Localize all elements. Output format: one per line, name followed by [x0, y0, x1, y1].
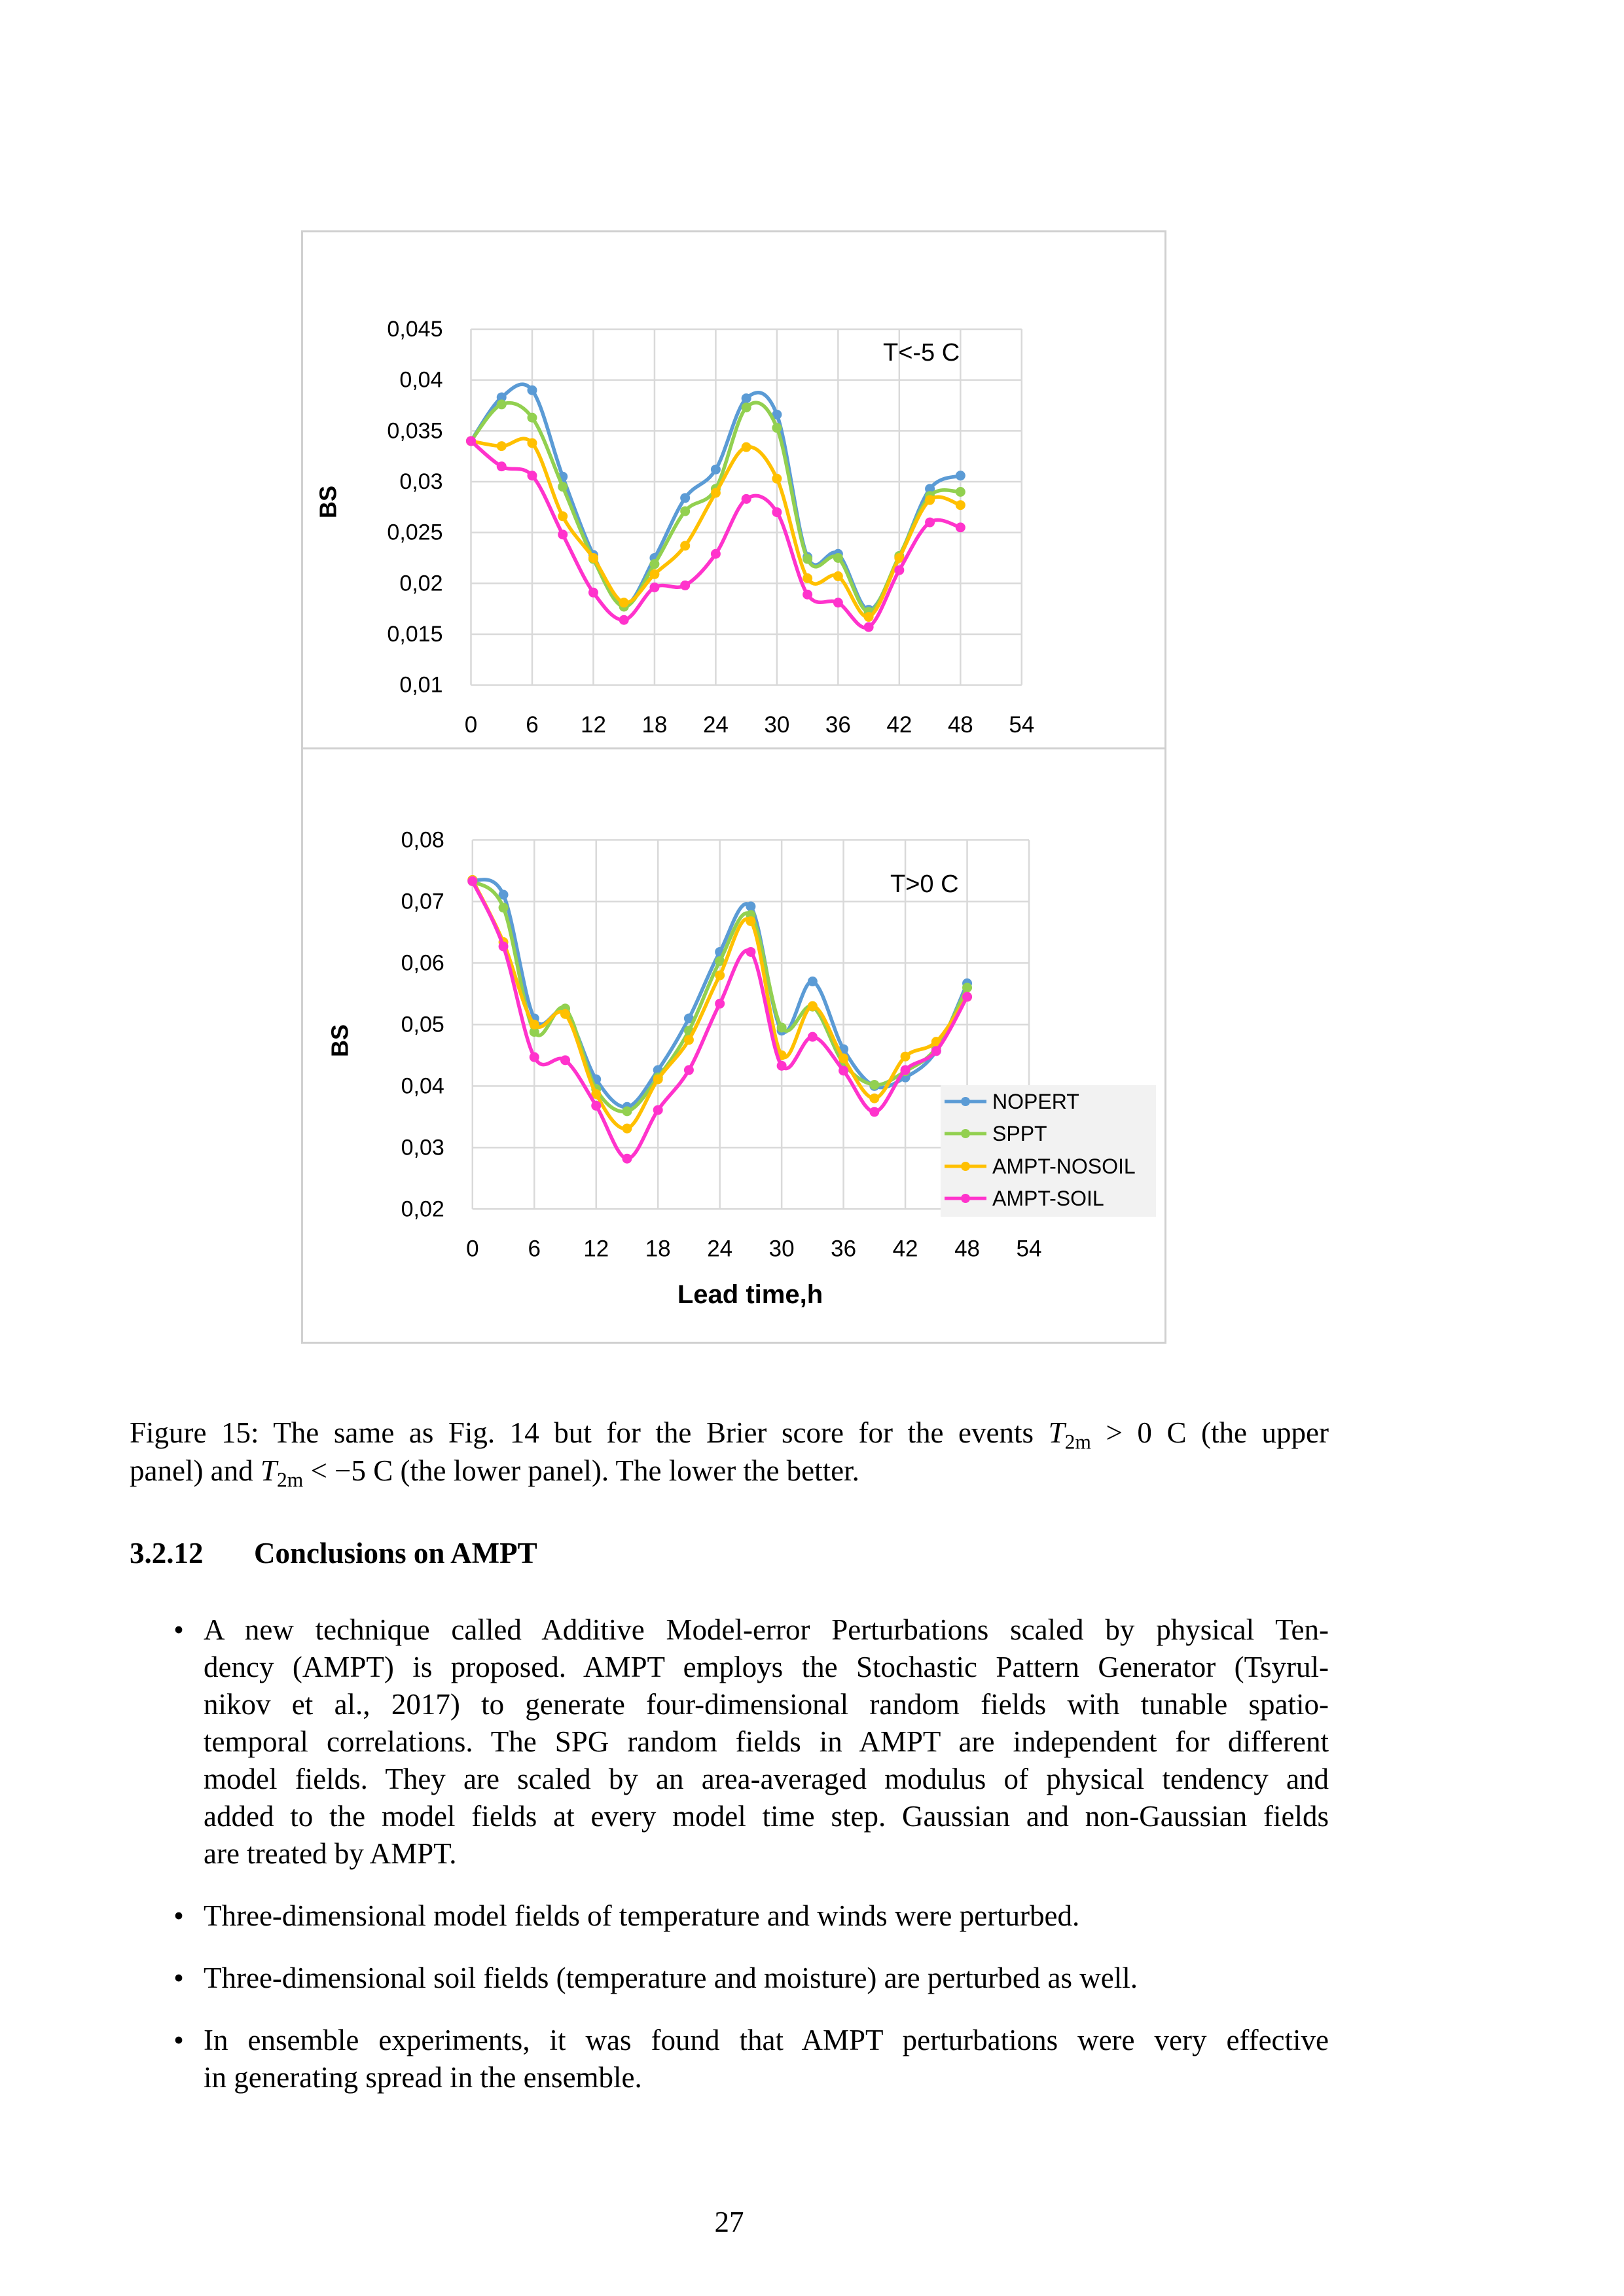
ampt-soil-data-point — [497, 461, 507, 471]
x-tick-label: 42 — [892, 1236, 918, 1262]
ampt-soil-data-point — [619, 615, 629, 625]
nopert-data-point — [746, 901, 755, 911]
lower-y-axis-label: BS — [326, 1024, 353, 1058]
sppt-data-point — [962, 982, 972, 992]
legend-swatch-marker — [961, 1129, 970, 1138]
text-line: added to the model fields at every model time step. Gaussian and non-Gaussian fields — [204, 1800, 1329, 1833]
figure-15-chart — [301, 230, 1166, 1344]
math-variable: T — [1048, 1416, 1065, 1449]
ampt-nosoil-data-point — [746, 916, 755, 926]
ampt-nosoil-data-point — [772, 474, 782, 484]
x-tick-label: 42 — [886, 712, 912, 738]
x-tick-label: 18 — [641, 712, 668, 738]
sppt-data-point — [772, 423, 782, 433]
x-tick-label: 12 — [583, 1236, 609, 1262]
ampt-soil-data-point — [684, 1065, 694, 1075]
legend-label: NOPERT — [992, 1090, 1079, 1113]
ampt-soil-data-point — [869, 1107, 879, 1117]
ampt-soil-data-point — [530, 1052, 539, 1062]
caption-text: panel) and — [130, 1454, 261, 1487]
nopert-data-point — [527, 386, 537, 395]
ampt-soil-data-point — [649, 583, 659, 592]
page-number: 27 — [714, 2206, 744, 2238]
ampt-soil-data-point — [956, 522, 965, 532]
x-tick-label: 36 — [831, 1236, 857, 1262]
y-tick-label: 0,05 — [401, 1012, 444, 1037]
ampt-soil-data-point — [467, 876, 477, 886]
x-tick-label: 6 — [528, 1236, 541, 1262]
ampt-nosoil-data-point — [808, 1001, 818, 1011]
text-line: In ensemble experiments, it was found that AMPT perturbations were very effective — [204, 2024, 1329, 2056]
x-tick-label: 54 — [1016, 1236, 1042, 1262]
bullet-icon — [172, 1897, 185, 1935]
ampt-soil-data-point — [839, 1066, 848, 1075]
figure-caption — [130, 1414, 1329, 1490]
ampt-nosoil-data-point — [684, 1035, 694, 1045]
caption-text: < −5 C (the lower panel). The lower the better. — [303, 1454, 859, 1487]
ampt-soil-data-point — [833, 598, 843, 607]
legend-swatch-marker — [961, 1162, 970, 1171]
ampt-nosoil-data-point — [839, 1054, 848, 1064]
sppt-data-point — [622, 1106, 632, 1116]
lower-panel-annotation: T>0 C — [890, 870, 959, 898]
ampt-soil-data-point — [931, 1046, 941, 1056]
legend-label: SPPT — [992, 1122, 1047, 1145]
x-tick-label: 18 — [645, 1236, 671, 1262]
sppt-data-point — [680, 507, 690, 516]
ampt-nosoil-data-point — [925, 495, 935, 505]
x-tick-label: 36 — [825, 712, 851, 738]
y-tick-label: 0,02 — [401, 1196, 444, 1222]
ampt-nosoil-data-point — [588, 553, 598, 563]
math-subscript: 2m — [276, 1468, 304, 1492]
ampt-soil-data-point — [680, 581, 690, 590]
ampt-soil-data-point — [901, 1065, 911, 1075]
ampt-soil-data-point — [925, 518, 935, 528]
y-tick-label: 0,03 — [399, 469, 443, 494]
list-item — [204, 1611, 1329, 1873]
ampt-soil-data-point — [560, 1055, 570, 1065]
section-heading — [130, 1535, 537, 1572]
nopert-data-point — [680, 493, 690, 503]
list-item — [204, 1897, 1329, 1935]
ampt-soil-data-point — [466, 436, 476, 446]
ampt-soil-data-point — [591, 1101, 601, 1111]
y-tick-label: 0,01 — [399, 672, 443, 698]
sppt-data-point — [649, 559, 659, 569]
ampt-soil-data-point — [558, 529, 568, 539]
x-tick-label: 30 — [768, 1236, 795, 1262]
ampt-soil-data-point — [864, 622, 874, 632]
ampt-nosoil-data-point — [560, 1009, 570, 1019]
x-tick-label: 48 — [947, 712, 973, 738]
text-line: dency (AMPT) is proposed. AMPT employs the Stochastic Pattern Generator (Tsyrul- — [204, 1651, 1329, 1683]
legend-label: AMPT-NOSOIL — [992, 1155, 1136, 1178]
sppt-data-point — [499, 903, 509, 912]
caption-text: > 0 C (the upper — [1091, 1416, 1329, 1449]
ampt-nosoil-data-point — [901, 1052, 911, 1062]
ampt-soil-data-point — [894, 565, 904, 575]
sppt-data-point — [956, 487, 965, 497]
sppt-data-point — [803, 554, 812, 564]
section-title: Conclusions on AMPT — [254, 1537, 537, 1570]
legend-swatch-marker — [961, 1097, 970, 1106]
ampt-soil-data-point — [499, 941, 509, 951]
ampt-soil-data-point — [962, 992, 972, 1002]
sppt-data-point — [777, 1023, 787, 1033]
text-line: in generating spread in the ensemble. — [204, 2061, 642, 2094]
x-tick-label: 24 — [707, 1236, 733, 1262]
y-tick-label: 0,025 — [387, 520, 443, 545]
x-tick-label: 48 — [954, 1236, 981, 1262]
text-line: Three-dimensional model fields of temperature and winds were perturbed. — [204, 1899, 1080, 1932]
upper-y-axis-label: BS — [314, 485, 342, 519]
bullet-icon — [172, 1611, 185, 1649]
sppt-data-point — [497, 399, 507, 409]
math-variable: T — [260, 1454, 277, 1487]
ampt-nosoil-data-point — [711, 488, 721, 498]
ampt-soil-data-point — [711, 549, 721, 559]
ampt-nosoil-data-point — [833, 571, 843, 581]
nopert-data-point — [711, 465, 721, 475]
text-line: model fields. They are scaled by an area-averaged modulus of physical tendency and — [204, 1763, 1329, 1795]
ampt-nosoil-data-point — [558, 511, 568, 521]
ampt-nosoil-data-point — [497, 441, 507, 451]
section-number: 3.2.12 — [130, 1537, 204, 1570]
ampt-nosoil-data-point — [956, 500, 965, 510]
caption-line — [130, 1452, 1329, 1490]
ampt-soil-data-point — [715, 999, 725, 1009]
y-tick-label: 0,015 — [387, 621, 443, 647]
sppt-data-point — [869, 1080, 879, 1090]
x-tick-label: 30 — [764, 712, 790, 738]
ampt-nosoil-data-point — [530, 1020, 539, 1030]
text-line: A new technique called Additive Model-error Perturbations scaled by physical Ten- — [204, 1613, 1329, 1646]
ampt-nosoil-data-point — [619, 598, 629, 607]
legend — [941, 1085, 1156, 1217]
y-tick-label: 0,02 — [399, 571, 443, 596]
y-tick-label: 0,08 — [401, 827, 444, 853]
y-tick-label: 0,04 — [399, 367, 443, 393]
caption-line — [130, 1414, 1329, 1452]
x-tick-label: 0 — [464, 712, 478, 738]
ampt-soil-data-point — [653, 1105, 663, 1115]
bullet-icon — [172, 1960, 185, 1997]
y-tick-label: 0,07 — [401, 889, 444, 914]
y-tick-label: 0,04 — [401, 1073, 444, 1099]
ampt-soil-data-point — [742, 494, 751, 504]
nopert-data-point — [742, 393, 751, 403]
x-tick-label: 24 — [702, 712, 729, 738]
ampt-soil-data-point — [772, 507, 782, 517]
ampt-nosoil-data-point — [680, 541, 690, 550]
y-tick-label: 0,06 — [401, 950, 444, 976]
x-tick-label: 54 — [1009, 712, 1035, 738]
ampt-nosoil-data-point — [527, 438, 537, 448]
legend-swatch-marker — [961, 1194, 970, 1203]
x-axis-label: Lead time,h — [677, 1280, 823, 1309]
caption-text: Figure 15: The same as Fig. 14 but for the Brier score for the events — [130, 1416, 1049, 1449]
ampt-nosoil-data-point — [649, 569, 659, 579]
list-item — [204, 2022, 1329, 2096]
conclusions-list — [204, 1611, 1329, 2121]
bullet-icon — [172, 2022, 185, 2059]
sppt-data-point — [527, 413, 537, 423]
ampt-soil-data-point — [588, 588, 598, 598]
list-item — [204, 1960, 1329, 1997]
ampt-soil-data-point — [622, 1154, 632, 1164]
text-line: nikov et al., 2017) to generate four-dimensional random fields with tunable spatio- — [204, 1688, 1329, 1721]
ampt-nosoil-data-point — [622, 1124, 632, 1134]
ampt-soil-data-point — [777, 1061, 787, 1071]
x-tick-label: 12 — [580, 712, 606, 738]
ampt-soil-data-point — [808, 1032, 818, 1042]
sppt-data-point — [558, 482, 568, 492]
nopert-data-point — [808, 977, 818, 986]
y-tick-label: 0,03 — [401, 1135, 444, 1160]
math-subscript: 2m — [1064, 1430, 1091, 1454]
x-tick-label: 0 — [466, 1236, 479, 1262]
x-tick-label: 6 — [526, 712, 539, 738]
text-line: Three-dimensional soil fields (temperature and moisture) are perturbed as well. — [204, 1962, 1138, 1994]
ampt-soil-data-point — [527, 471, 537, 480]
ampt-nosoil-data-point — [715, 971, 725, 980]
ampt-nosoil-data-point — [653, 1074, 663, 1084]
ampt-nosoil-data-point — [864, 612, 874, 622]
text-line: are treated by AMPT. — [204, 1837, 457, 1870]
nopert-data-point — [956, 471, 965, 480]
ampt-nosoil-data-point — [869, 1094, 879, 1103]
sppt-data-point — [742, 403, 751, 412]
y-tick-label: 0,045 — [387, 317, 443, 342]
y-tick-label: 0,035 — [387, 418, 443, 444]
ampt-nosoil-data-point — [742, 442, 751, 452]
legend-label: AMPT-SOIL — [992, 1187, 1104, 1210]
upper-panel-annotation: T<-5 C — [883, 339, 960, 367]
ampt-soil-data-point — [746, 947, 755, 957]
sppt-data-point — [833, 553, 843, 563]
ampt-soil-data-point — [803, 590, 812, 600]
ampt-nosoil-data-point — [803, 573, 812, 583]
text-line: temporal correlations. The SPG random fields in AMPT are independent for different — [204, 1725, 1329, 1758]
